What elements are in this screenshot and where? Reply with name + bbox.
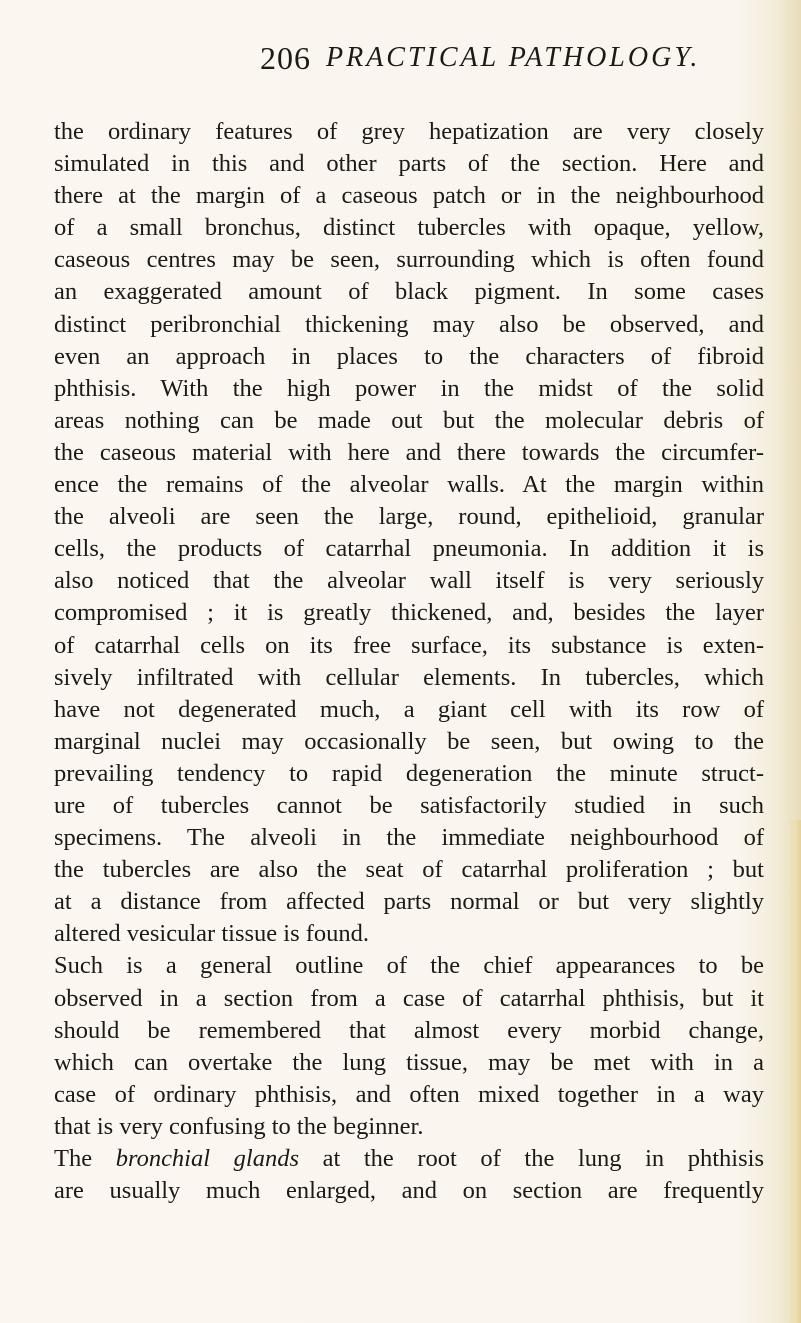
body-text <box>54 116 764 1207</box>
text-line: should be remembered that almost every morbid change, <box>54 1016 764 1044</box>
paragraph-3 <box>54 1143 764 1207</box>
text-line: specimens. The alveoli in the immediate neighbourhood of <box>54 824 764 852</box>
text-line: distinct peribronchial thickening may also be observed, and <box>54 310 764 338</box>
text-line: simulated in this and other parts of the section. Here and <box>54 150 764 178</box>
text-line: marginal nuclei may occasionally be seen, but owing to the <box>54 727 764 755</box>
text-line: the caseous material with here and there towards the circumfer- <box>54 438 764 466</box>
page-header <box>0 40 801 100</box>
text-line: compromised ; it is greatly thickened, and, besides the layer <box>54 599 764 627</box>
text-line: even an approach in places to the characters of fibroid <box>54 342 764 370</box>
page-edge-discoloration <box>787 820 801 1323</box>
text-line: are usually much enlarged, and on section are frequently <box>54 1177 764 1205</box>
running-head: PRACTICAL PATHOLOGY. <box>326 42 701 73</box>
paragraph-1 <box>54 116 764 950</box>
text-line: of catarrhal cells on its free surface, its substance is exten- <box>54 631 764 659</box>
italic-term: bronchial glands <box>115 1145 299 1172</box>
text-line: which can overtake the lung tissue, may be met with in a <box>54 1048 764 1076</box>
text-line <box>54 1143 764 1175</box>
text-line: areas nothing can be made out but the molecular debris of <box>54 406 764 434</box>
text-line: caseous centres may be seen, surrounding which is often found <box>54 246 764 274</box>
text-line: ure of tubercles cannot be satisfactorily studied in such <box>54 791 764 819</box>
text-line: of a small bronchus, distinct tubercles with opaque, yellow, <box>54 214 764 242</box>
text-line: prevailing tendency to rapid degeneration the minute struct- <box>54 759 764 787</box>
paragraph-2 <box>54 950 764 1143</box>
text-line: that is very confusing to the beginner. <box>54 1112 424 1140</box>
text-line: cells, the products of catarrhal pneumonia. In addition it is <box>54 535 764 563</box>
text-line: Such is a general outline of the chief appearances to be <box>54 952 764 980</box>
text-line: observed in a section from a case of catarrhal phthisis, but it <box>54 984 764 1012</box>
text-line: case of ordinary phthisis, and often mixed together in a way <box>54 1080 764 1108</box>
text-fragment: The <box>54 1145 116 1172</box>
text-line: the tubercles are also the seat of catarrhal proliferation ; but <box>54 856 764 884</box>
text-fragment: at the root of the lung in phthisis <box>298 1145 764 1172</box>
text-line: the alveoli are seen the large, round, epithelioid, granular <box>54 503 764 531</box>
text-line: phthisis. With the high power in the midst of the solid <box>54 374 764 402</box>
text-line: have not degenerated much, a giant cell with its row of <box>54 695 764 723</box>
text-line: the ordinary features of grey hepatization are very closely <box>54 118 764 145</box>
text-line: at a distance from affected parts normal or but very slightly <box>54 888 764 916</box>
text-line: an exaggerated amount of black pigment. In some cases <box>54 278 764 306</box>
text-line: altered vesicular tissue is found. <box>54 920 370 948</box>
text-line: also noticed that the alveolar wall itself is very seriously <box>54 567 764 595</box>
text-line: there at the margin of a caseous patch or in the neighbourhood <box>54 182 764 210</box>
page-number: 206 <box>260 40 311 76</box>
text-line: sively infiltrated with cellular elements. In tubercles, which <box>54 663 764 691</box>
text-line: ence the remains of the alveolar walls. At the margin within <box>54 471 764 499</box>
